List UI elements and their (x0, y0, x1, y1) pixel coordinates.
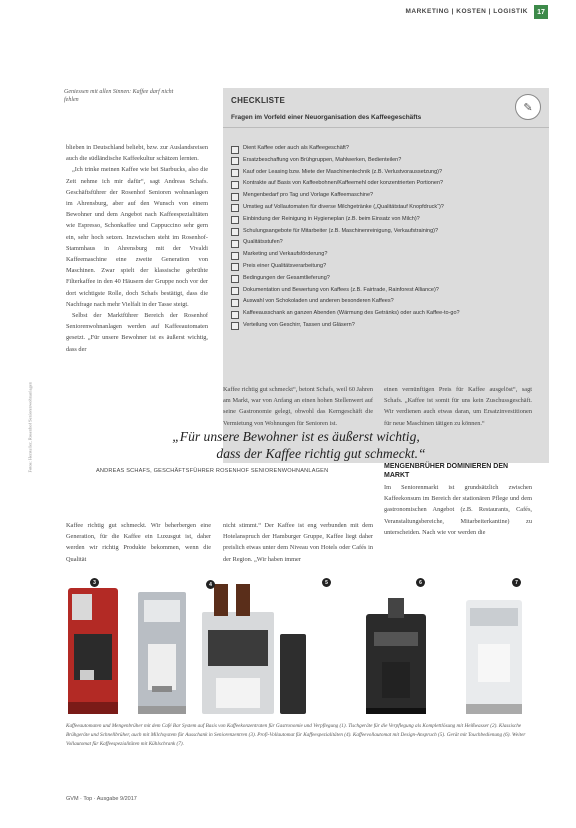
checkbox-icon (231, 287, 239, 295)
checkbox-icon (231, 193, 239, 201)
machine-number-badge: 3 (90, 578, 99, 587)
checkbox-icon (231, 216, 239, 224)
checkbox-icon (231, 204, 239, 212)
checkbox-icon (231, 252, 239, 260)
page-footer: GVM · Top · Ausgabe 9/2017 (66, 796, 137, 802)
checklist-divider (223, 127, 549, 128)
checklist-item: Dient Kaffee oder auch als Kaffeegeschäft? (231, 144, 543, 156)
machine-number-badge: 7 (512, 578, 521, 587)
checklist-item: Umstieg auf Vollautomaten für diverse Milchgetränke („Qualitätstauf Knopfdruck“)? (231, 203, 543, 215)
pull-quote (66, 428, 526, 462)
coffee-machines-photo (66, 574, 526, 720)
checkbox-icon (231, 275, 239, 283)
right-column-upper: einen vernünftigen Preis für Kaffee ausgelöst“, sagt Schafs. „Kaffee ist somit für uns kein Zuschussgeschäft. Wir verdienen auch etwas daran, um Ersatzinvestitionen für neue Maschinen tätigen zu können.“ (384, 386, 532, 427)
checklist-item: Auswahl von Schokoladen und anderen besonderen Kaffees? (231, 297, 543, 309)
checkbox-icon (231, 146, 239, 154)
checklist-item: Marketing und Verkaufsförderung? (231, 250, 543, 262)
checkbox-icon (231, 322, 239, 330)
lower-middle-column: nicht stimmt.“ Der Kaffee ist eng verbunden mit dem Hotelanspruch der Hamburger Gruppe, Kaffee liegt daher preislich etwas unter dem Niveau von Hotels oder Cafés in der Region. „Wir haben immer (223, 522, 373, 563)
checklist-title: CHECKLISTE (231, 96, 286, 105)
checklist-item: Dokumentation und Bewertung von Kaffees (z.B. Fairtrade, Rainforest Alliance)? (231, 286, 543, 298)
middle-column: Kaffee richtig gut schmeckt“, betont Schafs, weil 60 Jahren am Markt, war von Anfang an einen hohen Stellenwert auf seine Gastronomie gelegt, obwohl das Kerngeschäft die Vermietung von Wohnungen für Senioren ist. (223, 386, 373, 427)
checkbox-icon (231, 311, 239, 319)
quote-line-2: dass der Kaffee richtig gut schmeckt.“ (216, 446, 426, 461)
checklist-item: Preis einer Qualitätsverarbeitung? (231, 262, 543, 274)
checkbox-icon (231, 240, 239, 248)
machine-1-icon (68, 588, 118, 714)
machine-number-badge: 4 (206, 580, 215, 589)
checklist-item: Qualitätsstufen? (231, 238, 543, 250)
checklist-items (231, 144, 543, 333)
right-lower-text: Im Seniorenmarkt ist grundsätzlich zwischen Kaffeekonsum im Bereich der stationären Pflege und dem gastronomischen Angebot (z.B. Restaurants, Cafés, Veranstaltungsbereiche, Mitarbeiterkantine) zu unterscheiden. Nach wie vor werden die (384, 484, 532, 536)
right-lower-section (384, 462, 532, 538)
page-number: 17 (534, 5, 548, 19)
checklist-clipboard-icon: ✎ (515, 94, 541, 120)
checklist-item: Mengenbedarf pro Tag und Vorlage Kaffeemaschine? (231, 191, 543, 203)
image-caption-bottom: Kaffeeautomaten und Mengenbrüher mit dem Café Bar System auf Basis von Kaffeekonzentraten für Gastronomie und Verpflegung (1). Tischgeräte für die Verpflegung als Komplettlösung mit Heißwasser (2). Klassische Brühgeräte und Schnellbrüher, auch mit Milchsystem für Ausschank in Seniorenzentren (3). Profi-Vollautomat für Kaffeespezialitäten (4). Kaffeevollautomat mit Design-Anspruch (5). Gerät mit Touchbedienung (6). Weiter Vollautomat für Kaffeespezialitäten mit Kühlschrank (7). (66, 723, 526, 747)
machine-number-badge: 5 (322, 578, 331, 587)
checkbox-icon (231, 169, 239, 177)
lower-left-column: Kaffee richtig gut schmeckt. Wir beherbergen eine Generation, für die Kaffee ein Luxusgut ist, daher werden wir richtig Produkte bekommen, wenn die Qualität (66, 522, 211, 563)
machine-number-badge: 6 (416, 578, 425, 587)
checklist-item: Kaffeeausschank an ganzen Abenden (Wärmung des Getränks) oder auch Kaffee-to-go? (231, 309, 543, 321)
section-subhead: MENGENBRÜHER DOMINIEREN DEN MARKT (384, 463, 509, 479)
checkbox-icon (231, 157, 239, 165)
checkbox-icon (231, 228, 239, 236)
machine-5-icon (466, 600, 522, 714)
checkbox-icon (231, 181, 239, 189)
coffee-machines-illustration (66, 574, 526, 720)
quote-line-1: „Für unsere Bewohner ist es äußerst wichtig, (172, 429, 420, 444)
checkbox-icon (231, 299, 239, 307)
machine-3-icon (202, 584, 306, 714)
checklist-item: Ersatzbeschaffung von Brühgruppen, Mahlwerken, Bedienteilen? (231, 156, 543, 168)
checkbox-icon (231, 263, 239, 271)
quote-attribution: ANDREAS SCHAFS, GESCHÄFTSFÜHRER ROSENHOF SENIORENWOHNANLAGEN (96, 468, 329, 474)
left-paragraph-3: Selbst der Marktführer Bereich der Rosenhof Seniorenwohnanlagen werden auf Kaffeeautomaten gesetzt. „Für unsere Bewohner ist es äußerst wichtig, dass der (66, 312, 208, 353)
photo-credit: Fotos: Hersteller, Rosenhof Seniorenwohnanlagen (27, 381, 33, 473)
checklist-item: Bedingungen der Gesamtlieferung? (231, 274, 543, 286)
checklist-item: Verteilung von Geschirr, Tassen und Gläsern? (231, 321, 543, 333)
checklist-item: Kontrakte auf Basis von Kaffeebohnen/Kaffeemehl oder konzentrierten Portionen? (231, 179, 543, 191)
left-paragraph-1: blieben in Deutschland beliebt, bzw. zur Auslandsreisen auch die südländische Kaffeekultur schätzen lernten. (66, 144, 208, 163)
left-paragraph-2: „Ich trinke meinen Kaffee wie bei Starbucks, also die Zeit nehme ich mir dafür“, sagt Andreas Schafs. Geschäftsführer der Rosenhof Senioren wohnanlagen im Ahrensburg, aber auf den Wunsch von einem Bewohner und dem Angebot nach Kaffeespezialitäten wie Espresso, Schonkaffee und Cappuccino sehr gern ein, sehr hoch setzen. Inzwischen steht im Rosenhof-Stammhaus in Ahrensburg mit der Vivaldi Kaffeemaschine eine zweite Generation von Maschinen. Zwar spielt der klassische gebrühte Filterkaffee in den 40 Häusern der Gruppe noch vor der dort wichtigste Rolle, doch Schafs bestätigt, dass die Nachfrage nach mehr Vielfalt in der Tasse steigt. (66, 166, 208, 308)
checklist-subtitle: Fragen im Vorfeld einer Neuorganisation des Kaffeegeschäfts (231, 114, 422, 121)
checklist-item: Kauf oder Leasing bzw. Miete der Maschinentechnik (z.B. Verlustvoraussetzung)? (231, 168, 543, 180)
checklist-item: Einbindung der Reinigung in Hygieneplan (z.B. beim Einsatz von Milch)? (231, 215, 543, 227)
image-caption-top: Geniessen mit allen Sinnen: Kaffee darf nicht fehlen (64, 89, 174, 104)
checklist-item: Schulungsangebote für Mitarbeiter (z.B. Maschinenreinigung, Verkaufstraining)? (231, 227, 543, 239)
left-column (66, 142, 208, 355)
section-header: MARKETING | KOSTEN | LOGISTIK (405, 8, 528, 15)
machine-2-icon (138, 592, 186, 714)
machine-4-icon (366, 598, 426, 714)
